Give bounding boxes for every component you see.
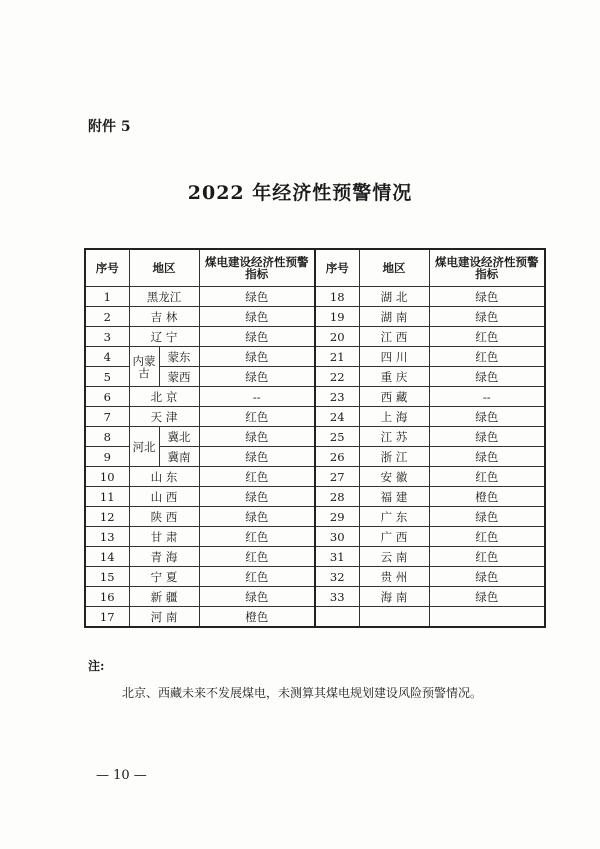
indicator-cell: 绿色 xyxy=(199,507,315,527)
table-header-row xyxy=(85,249,545,287)
table-row xyxy=(85,287,545,307)
indicator-cell xyxy=(429,607,545,628)
region-cell: 重 庆 xyxy=(359,367,429,387)
seq-cell: 32 xyxy=(315,567,359,587)
seq-cell: 13 xyxy=(85,527,129,547)
table-row xyxy=(85,467,545,487)
seq-cell: 4 xyxy=(85,347,129,367)
region-cell: 河 南 xyxy=(129,607,199,628)
region-cell: 广 东 xyxy=(359,507,429,527)
region-cell: 广 西 xyxy=(359,527,429,547)
indicator-cell: -- xyxy=(199,387,315,407)
table-row xyxy=(85,607,545,628)
indicator-cell: 红色 xyxy=(199,467,315,487)
indicator-cell: 绿色 xyxy=(429,587,545,607)
indicator-cell: 绿色 xyxy=(199,587,315,607)
region-cell xyxy=(359,607,429,628)
seq-cell: 31 xyxy=(315,547,359,567)
table-row xyxy=(85,427,545,447)
header-indicator-left: 煤电建设经济性预警指标 xyxy=(199,249,315,287)
table-row xyxy=(85,327,545,347)
region-group-cell: 内蒙古 xyxy=(129,347,159,387)
seq-cell: 33 xyxy=(315,587,359,607)
table-row xyxy=(85,587,545,607)
indicator-cell: 红色 xyxy=(199,547,315,567)
indicator-cell: 绿色 xyxy=(429,367,545,387)
subregion-cell: 冀南 xyxy=(159,447,199,467)
seq-cell: 7 xyxy=(85,407,129,427)
seq-cell: 10 xyxy=(85,467,129,487)
indicator-cell: 绿色 xyxy=(199,367,315,387)
indicator-cell: 红色 xyxy=(429,347,545,367)
region-cell: 四 川 xyxy=(359,347,429,367)
table-row xyxy=(85,567,545,587)
indicator-cell: 红色 xyxy=(429,547,545,567)
table-row xyxy=(85,347,545,367)
region-cell: 江 西 xyxy=(359,327,429,347)
page-title: 2022 年经济性预警情况 xyxy=(187,182,413,204)
seq-cell: 8 xyxy=(85,427,129,447)
indicator-cell: 绿色 xyxy=(429,427,545,447)
seq-cell: 2 xyxy=(85,307,129,327)
seq-cell: 27 xyxy=(315,467,359,487)
seq-cell: 26 xyxy=(315,447,359,467)
seq-cell: 25 xyxy=(315,427,359,447)
region-cell: 宁 夏 xyxy=(129,567,199,587)
seq-cell: 3 xyxy=(85,327,129,347)
indicator-cell: 红色 xyxy=(199,407,315,427)
region-cell: 湖 北 xyxy=(359,287,429,307)
indicator-cell: 绿色 xyxy=(429,307,545,327)
region-cell: 湖 南 xyxy=(359,307,429,327)
region-cell: 上 海 xyxy=(359,407,429,427)
seq-cell: 6 xyxy=(85,387,129,407)
table-row xyxy=(85,547,545,567)
indicator-cell: 红色 xyxy=(199,567,315,587)
seq-cell: 14 xyxy=(85,547,129,567)
header-seq-left: 序号 xyxy=(85,249,129,287)
seq-cell: 30 xyxy=(315,527,359,547)
seq-cell xyxy=(315,607,359,628)
header-region-left: 地区 xyxy=(129,249,199,287)
region-group-cell: 河北 xyxy=(129,427,159,467)
table-row xyxy=(85,507,545,527)
header-seq-right: 序号 xyxy=(315,249,359,287)
seq-cell: 15 xyxy=(85,567,129,587)
note-label: 注: xyxy=(88,659,105,673)
subregion-cell: 蒙西 xyxy=(159,367,199,387)
seq-cell: 1 xyxy=(85,287,129,307)
seq-cell: 16 xyxy=(85,587,129,607)
table-row xyxy=(85,307,545,327)
header-indicator-right: 煤电建设经济性预警指标 xyxy=(429,249,545,287)
indicator-cell: 绿色 xyxy=(199,347,315,367)
indicator-cell: 红色 xyxy=(199,527,315,547)
seq-cell: 19 xyxy=(315,307,359,327)
indicator-cell: -- xyxy=(429,387,545,407)
seq-cell: 24 xyxy=(315,407,359,427)
region-cell: 西 藏 xyxy=(359,387,429,407)
region-cell: 吉 林 xyxy=(129,307,199,327)
indicator-cell: 橙色 xyxy=(199,607,315,628)
indicator-cell: 红色 xyxy=(429,327,545,347)
seq-cell: 18 xyxy=(315,287,359,307)
region-cell: 云 南 xyxy=(359,547,429,567)
indicator-cell: 绿色 xyxy=(429,447,545,467)
indicator-cell: 绿色 xyxy=(429,567,545,587)
region-cell: 黑龙江 xyxy=(129,287,199,307)
seq-cell: 17 xyxy=(85,607,129,628)
region-cell: 山 西 xyxy=(129,487,199,507)
indicator-cell: 绿色 xyxy=(429,287,545,307)
region-cell: 甘 肃 xyxy=(129,527,199,547)
indicator-cell: 绿色 xyxy=(429,407,545,427)
table-row xyxy=(85,487,545,507)
region-cell: 贵 州 xyxy=(359,567,429,587)
page-number: — 10 — xyxy=(96,768,147,783)
indicator-cell: 绿色 xyxy=(199,287,315,307)
subregion-cell: 蒙东 xyxy=(159,347,199,367)
seq-cell: 22 xyxy=(315,367,359,387)
table-row xyxy=(85,527,545,547)
indicator-cell: 绿色 xyxy=(429,507,545,527)
region-cell: 海 南 xyxy=(359,587,429,607)
region-cell: 新 疆 xyxy=(129,587,199,607)
header-region-right: 地区 xyxy=(359,249,429,287)
seq-cell: 29 xyxy=(315,507,359,527)
note-text: 北京、西藏未来不发展煤电，未测算其煤电规划建设风险预警情况。 xyxy=(122,686,483,700)
indicator-cell: 绿色 xyxy=(199,327,315,347)
table-row xyxy=(85,407,545,427)
indicator-cell: 橙色 xyxy=(429,487,545,507)
seq-cell: 12 xyxy=(85,507,129,527)
region-cell: 福 建 xyxy=(359,487,429,507)
indicator-cell: 绿色 xyxy=(199,307,315,327)
seq-cell: 21 xyxy=(315,347,359,367)
region-cell: 陕 西 xyxy=(129,507,199,527)
indicator-cell: 红色 xyxy=(429,467,545,487)
table-row xyxy=(85,387,545,407)
region-cell: 浙 江 xyxy=(359,447,429,467)
seq-cell: 9 xyxy=(85,447,129,467)
seq-cell: 20 xyxy=(315,327,359,347)
region-cell: 青 海 xyxy=(129,547,199,567)
attachment-label: 附件 5 xyxy=(88,119,131,135)
indicator-cell: 绿色 xyxy=(199,487,315,507)
region-cell: 辽 宁 xyxy=(129,327,199,347)
region-cell: 安 徽 xyxy=(359,467,429,487)
region-cell: 江 苏 xyxy=(359,427,429,447)
seq-cell: 5 xyxy=(85,367,129,387)
region-cell: 天 津 xyxy=(129,407,199,427)
seq-cell: 28 xyxy=(315,487,359,507)
indicator-cell: 绿色 xyxy=(199,447,315,467)
region-cell: 北 京 xyxy=(129,387,199,407)
seq-cell: 11 xyxy=(85,487,129,507)
region-cell: 山 东 xyxy=(129,467,199,487)
subregion-cell: 冀北 xyxy=(159,427,199,447)
seq-cell: 23 xyxy=(315,387,359,407)
indicator-cell: 红色 xyxy=(429,527,545,547)
warning-table xyxy=(84,248,546,628)
indicator-cell: 绿色 xyxy=(199,427,315,447)
